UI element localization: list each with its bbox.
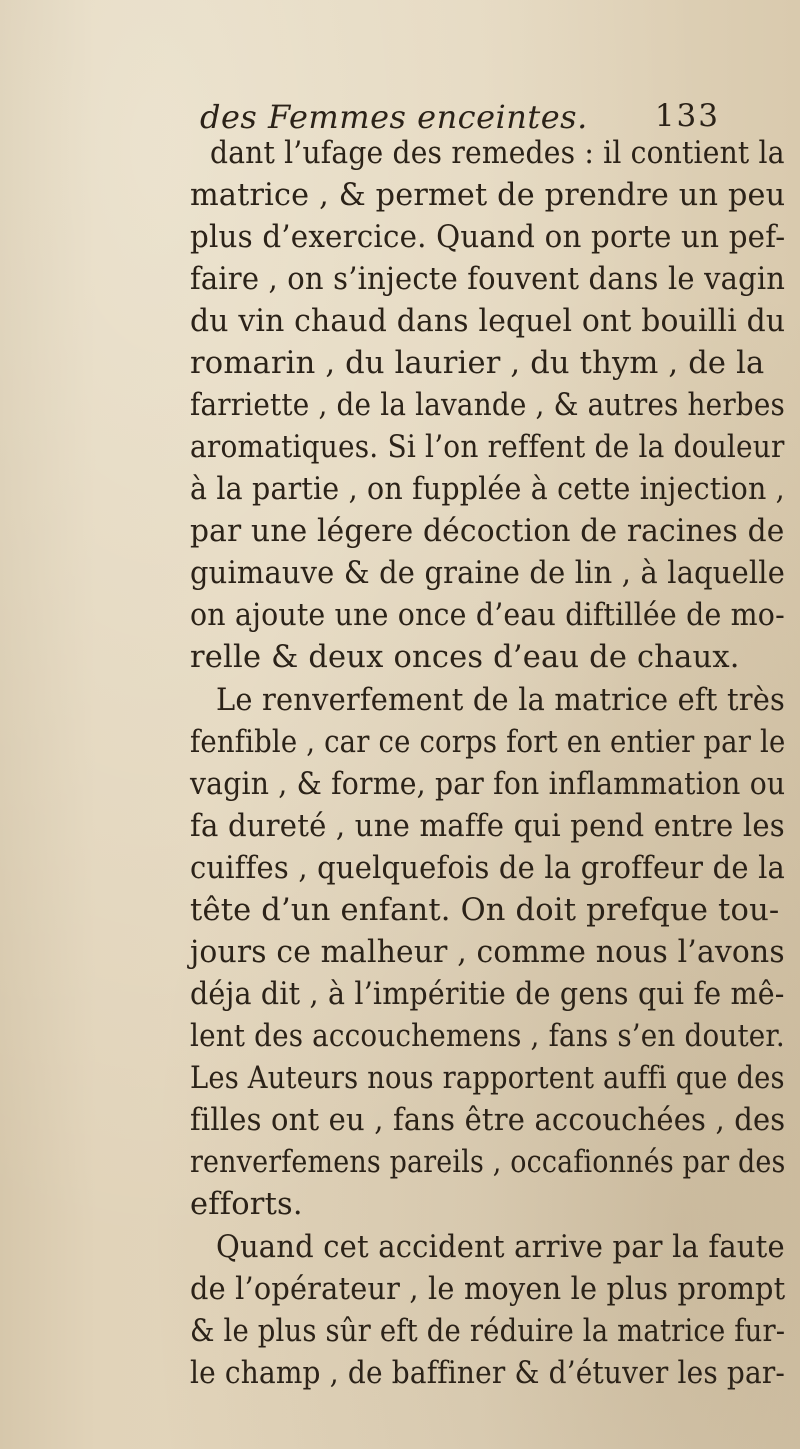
text-line: cuiffes , quelquefois de la groffeur de la (190, 851, 785, 886)
text-line: du vin chaud dans lequel ont bouilli du (190, 304, 786, 339)
text-line: tête d’un enfant. On doit prefque tou- (190, 893, 780, 928)
text-line: dant l’ufage des remedes : il contient la (210, 136, 785, 171)
text-line: de l’opérateur , le moyen le plus prompt (190, 1272, 786, 1307)
text-line: fenfible , car ce corps fort en entier par le (190, 725, 786, 760)
text-line: renverfemens pareils , occafionnés par des (190, 1145, 786, 1180)
text-line: relle & deux onces d’eau de chaux. (190, 640, 740, 675)
text-line: vagin , & forme, par fon inflammation ou (190, 767, 786, 802)
text-line: faire , on s’injecte fouvent dans le vagin (190, 262, 786, 297)
text-line: lent des accouchemens , fans s’en douter. (190, 1019, 785, 1054)
text-line: plus d’exercice. Quand on porte un pef- (190, 220, 786, 255)
text-line: Quand cet accident arrive par la faute (216, 1230, 785, 1265)
text-line: filles ont eu , fans être accouchées , des (190, 1103, 786, 1138)
text-line: déja dit , à l’impéritie de gens qui fe mê- (190, 977, 785, 1012)
text-line: efforts. (190, 1187, 303, 1222)
text-line: à la partie , on fupplée à cette injection , (190, 472, 785, 507)
text-line: & le plus sûr eft de réduire la matrice fur- (190, 1314, 786, 1349)
running-title: des Femmes enceintes. (200, 98, 588, 136)
text-line: farriette , de la lavande , & autres herbes (190, 388, 785, 423)
text-line: Le renverfement de la matrice eft très (216, 683, 786, 718)
text-line: Les Auteurs nous rapportent auffi que des (190, 1061, 785, 1096)
text-line: jours ce malheur , comme nous l’avons (190, 935, 785, 970)
text-line: fa dureté , une maffe qui pend entre les (190, 809, 785, 844)
text-line: matrice , & permet de prendre un peu (190, 178, 786, 213)
text-line: guimauve & de graine de lin , à laquelle (190, 556, 785, 591)
text-line: on ajoute une once d’eau diftillée de mo- (190, 598, 785, 633)
text-line: romarin , du laurier , du thym , de la (190, 346, 765, 381)
text-line: aromatiques. Si l’on reffent de la douleur (190, 430, 785, 465)
text-line: le champ , de baffiner & d’étuver les par- (190, 1356, 786, 1391)
text-line: par une légere décoction de racines de (190, 514, 785, 549)
page-number: 133 (654, 98, 720, 134)
